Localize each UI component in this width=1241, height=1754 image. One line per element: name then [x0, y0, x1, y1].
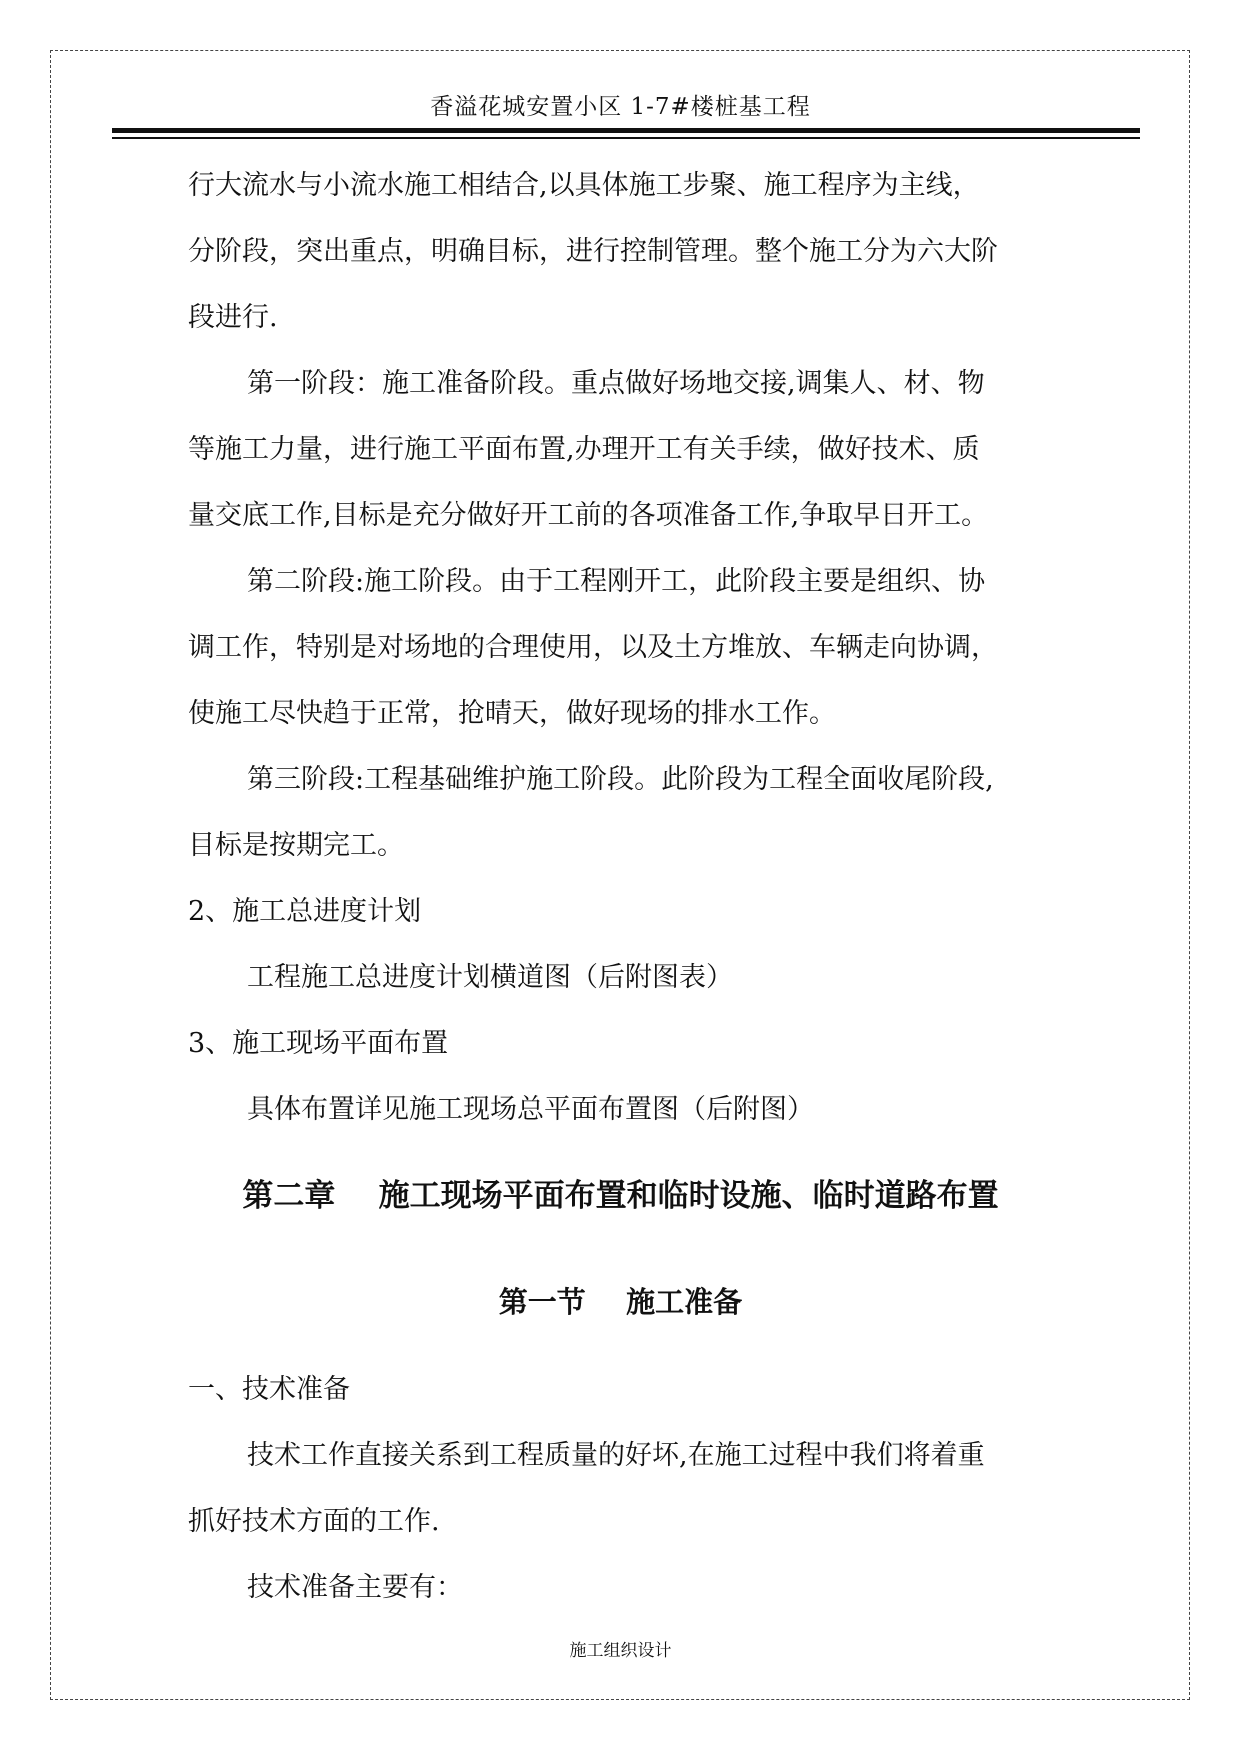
text-line: 第二阶段:施工阶段。由于工程刚开工，此阶段主要是组织、协	[247, 566, 986, 597]
text-line: 调工作，特别是对场地的合理使用，以及土方堆放、车辆走向协调，	[188, 632, 998, 663]
text-line: 第一阶段：施工准备阶段。重点做好场地交接,调集人、材、物	[247, 368, 985, 399]
body-text-top	[188, 153, 1068, 1143]
text-line: 行大流水与小流水施工相结合,以具体施工步聚、施工程序为主线，	[188, 170, 980, 201]
text-line: 技术工作直接关系到工程质量的好坏,在施工过程中我们将着重	[247, 1440, 985, 1471]
subheading: 3、施工现场平面布置	[188, 1028, 449, 1059]
text-line: 技术准备主要有：	[247, 1572, 463, 1603]
text-line: 具体布置详见施工现场总平面布置图（后附图）	[247, 1094, 814, 1125]
text-line: 抓好技术方面的工作.	[188, 1506, 440, 1537]
text-line: 目标是按期完工。	[188, 830, 404, 861]
subheading: 2、施工总进度计划	[188, 896, 422, 927]
page-footer: 施工组织设计	[569, 1641, 672, 1661]
header-rule-thin	[112, 137, 1140, 139]
subheading: 一、技术准备	[188, 1374, 350, 1405]
text-line: 量交底工作,目标是充分做好开工前的各项准备工作,争取早日开工。	[188, 500, 989, 531]
text-line: 第三阶段:工程基础维护施工阶段。此阶段为工程全面收尾阶段,	[247, 764, 994, 795]
text-line: 使施工尽快趋于正常，抢晴天，做好现场的排水工作。	[188, 698, 836, 729]
text-line: 分阶段，突出重点，明确目标，进行控制管理。整个施工分为六大阶	[188, 236, 998, 267]
text-line: 等施工力量，进行施工平面布置,办理开工有关手续，做好技术、质	[188, 434, 980, 465]
chapter-heading: 第二章 施工现场平面布置和临时设施、临时道路布置	[242, 1178, 999, 1214]
running-header: 香溢花城安置小区 1-7#楼桩基工程	[430, 94, 811, 120]
text-line: 工程施工总进度计划横道图（后附图表）	[247, 962, 733, 993]
body-text-bottom	[188, 1357, 1068, 1621]
text-line: 段进行.	[188, 302, 278, 333]
section-heading: 第一节 施工准备	[498, 1285, 743, 1319]
header-rule-thick	[112, 128, 1140, 133]
